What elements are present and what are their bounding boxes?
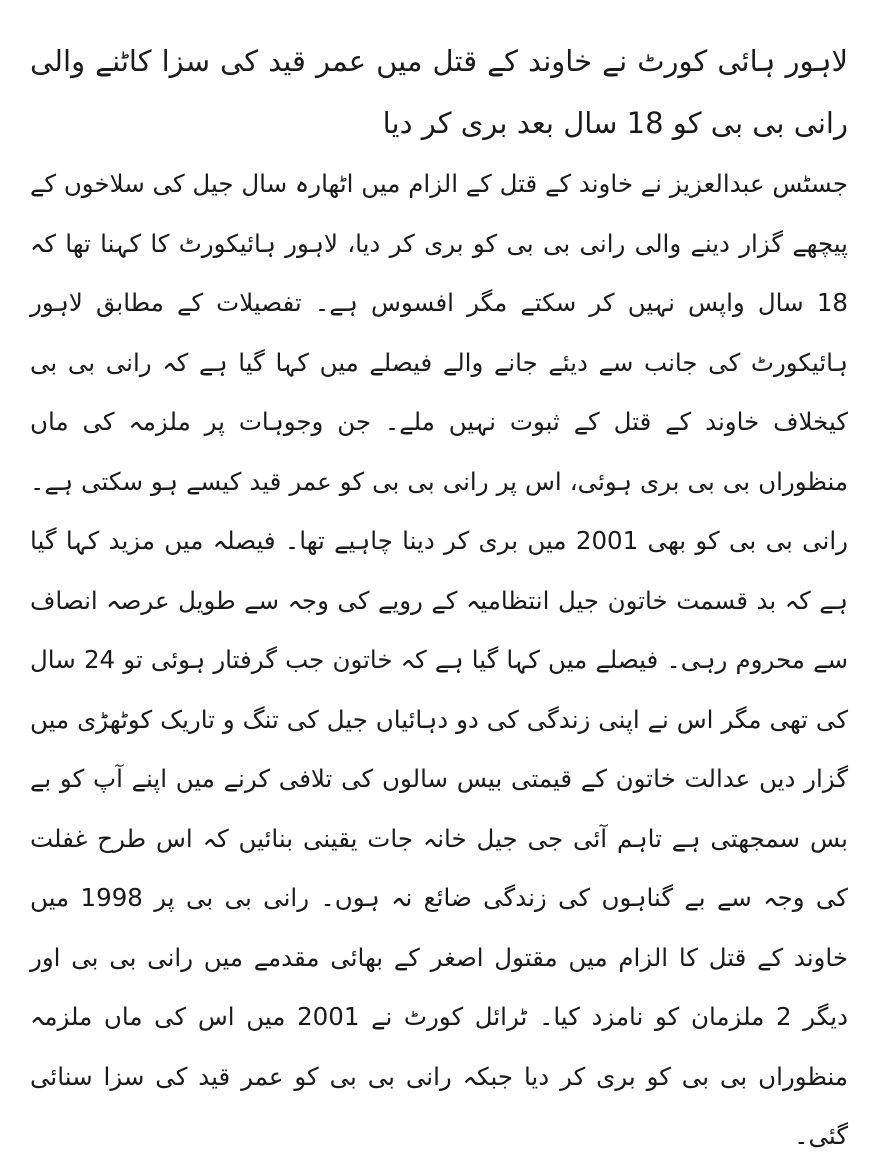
article-body: جسٹس عبدالعزیز نے خاوند کے قتل کے الزام میں اٹھارہ سال جیل کی سلاخوں کے پیچھے گزار دینے والی رانی بی بی کو بری کر دیا، لاہور ہائیکورٹ کا کہنا تھا کہ 18 سال واپس نہیں کر سکتے مگر افسوس ہے۔ تفصیلات کے مطابق لاہور ہائیکورٹ کی جانب سے دیئے جانے والے فیصلے میں کہا گیا ہے کہ رانی بی بی کیخلاف خاوند کے قتل کے ثبوت نہیں ملے۔ جن وجوہات پر ملزمہ کی ماں منظوراں بی بی بری ہوئی، اس پر رانی بی بی کو عمر قید کیسے ہو سکتی ہے۔ رانی بی بی کو بھی 2001 میں بری کر دینا چاہیے تھا۔ فیصلہ میں مزید کہا گیا ہے کہ بد قسمت خاتون جیل انتظامیہ کے رویے کی وجہ سے طویل عرصہ انصاف سے محروم رہی۔ فیصلے میں کہا گیا ہے کہ خاتون جب گرفتار ہوئی تو 24 سال کی تھی مگر اس نے اپنی زندگی کی دو دہائیاں جیل کی تنگ و تاریک کوٹھڑی میں گزار دیں عدالت خاتون کے قیمتی بیس سالوں کی تلافی کرنے میں اپنے آپ کو بے بس سمجھتی ہے تاہم آئی جی جیل خانہ جات یقینی بنائیں کہ اس طرح غفلت کی وجہ سے بے گناہوں کی زندگی ضائع نہ ہوں۔ رانی بی بی پر 1998 میں خاوند کے قتل کا الزام میں مقتول اصغر کے بھائی مقدمے میں رانی بی بی اور دیگر 2 ملزمان کو نامزد کیا۔ ٹرائل کورٹ نے 2001 میں اس کی ماں ملزمہ منظوراں بی بی کو بری کر دیا جبکہ رانی بی بی کو عمر قید کی سزا سنائی گئی۔ — [30, 169, 848, 1150]
article — [30, 30, 848, 1150]
article-headline: لاہور ہائی کورٹ نے خاوند کے قتل میں عمر قید کی سزا کاٹنے والی رانی بی بی کو 18 سال بعد بری کر دیا — [30, 44, 848, 140]
